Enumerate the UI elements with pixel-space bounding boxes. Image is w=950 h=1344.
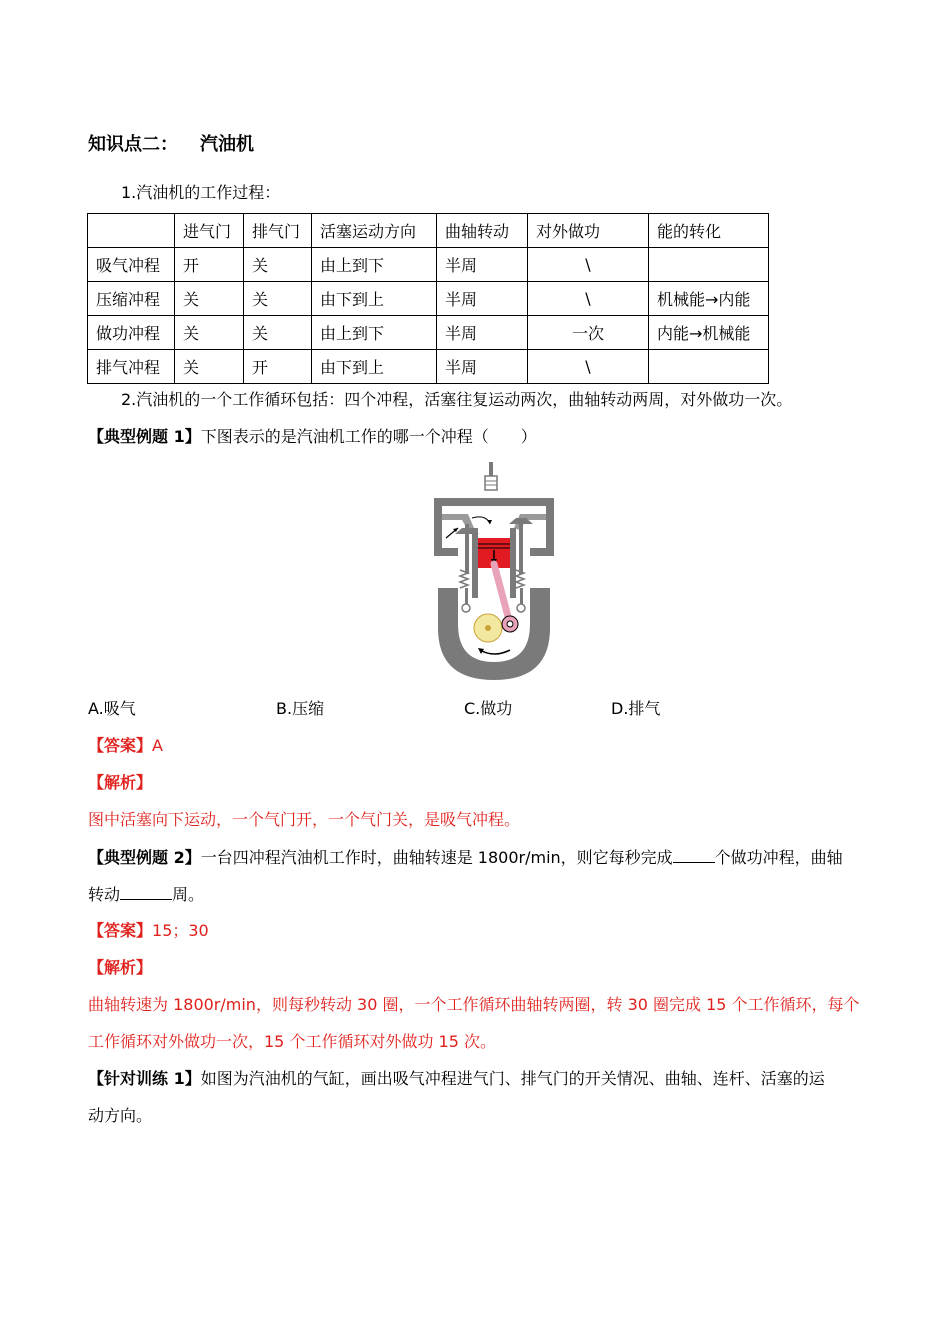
answer-value: A (152, 736, 163, 755)
training1-line2: 动方向。 (88, 1106, 153, 1125)
section-label: 知识点二： (88, 134, 178, 155)
table-cell: 做功冲程 (88, 316, 175, 350)
table-cell (649, 350, 769, 384)
table-header-cell: 进气门 (175, 214, 244, 248)
table-cell: 开 (175, 248, 244, 282)
table-cell: 开 (244, 350, 312, 384)
example2-question-part4: 周。 (172, 885, 205, 904)
training1-line1 (88, 1068, 825, 1090)
example1-question (88, 426, 537, 448)
table-cell: 由下到上 (312, 350, 437, 384)
example2-question-line1 (88, 846, 843, 869)
section-subject: 汽油机 (200, 134, 254, 155)
table-row (88, 316, 769, 350)
table-header-row (88, 214, 769, 248)
example2-analysis-tag: 【解析】 (88, 958, 153, 977)
table-cell: 压缩冲程 (88, 282, 175, 316)
example2-analysis-line1: 曲轴转速为 1800r/min，则每秒转动 30 圈，一个工作循环曲轴转两圈，转 30 圈完成 15 个工作循环，每个 (88, 995, 860, 1014)
table-cell: 关 (175, 316, 244, 350)
cycle-note: 2.汽油机的一个工作循环包括：四个冲程，活塞往复运动两次，曲轴转动两周，对外做功一次。 (121, 390, 793, 409)
table-header-cell: 对外做功 (528, 214, 649, 248)
table-cell: 一次 (528, 316, 649, 350)
table-row (88, 248, 769, 282)
option-a: A.吸气 (88, 699, 136, 718)
example2-question-part2: 个做功冲程，曲轴 (714, 848, 843, 867)
example2-question-part1: 一台四冲程汽油机工作时，曲轴转速是 1800r/min，则它每秒完成 (200, 848, 673, 867)
table-cell: 由下到上 (312, 282, 437, 316)
table-cell: 关 (175, 282, 244, 316)
table-cell: 关 (175, 350, 244, 384)
table-row (88, 282, 769, 316)
table-cell: 半周 (437, 282, 528, 316)
example1-question-text: 下图表示的是汽油机工作的哪一个冲程（ ） (200, 427, 537, 446)
spark-plug-wire (489, 462, 493, 476)
table-cell: \ (528, 282, 649, 316)
section-title (88, 130, 254, 156)
answer-blank-2[interactable] (120, 883, 172, 900)
intake-spring (460, 570, 468, 588)
table-cell: 关 (244, 282, 312, 316)
table-cell: 内能→机械能 (649, 316, 769, 350)
answer-tag: 【答案】 (88, 736, 153, 755)
table-cell: 关 (244, 248, 312, 282)
example2-question-part3: 转动 (88, 885, 121, 904)
table-cell: 关 (244, 316, 312, 350)
exhaust-valve-stem (519, 524, 523, 574)
example2-analysis-line2: 工作循环对外做功一次，15 个工作循环对外做功 15 次。 (88, 1032, 496, 1051)
table-cell (649, 248, 769, 282)
table-cell: 吸气冲程 (88, 248, 175, 282)
table-cell: \ (528, 350, 649, 384)
table-header-cell: 活塞运动方向 (312, 214, 437, 248)
example1-analysis: 图中活塞向下运动，一个气门开，一个气门关，是吸气冲程。 (88, 810, 521, 829)
option-c: C.做功 (464, 699, 513, 718)
table-header-cell: 曲轴转动 (437, 214, 528, 248)
table-cell: 由上到下 (312, 316, 437, 350)
engine-cylinder-illustration (428, 458, 560, 684)
table-header-cell (88, 214, 175, 248)
table-cell: 排气冲程 (88, 350, 175, 384)
connecting-rod (494, 564, 510, 624)
process-table (87, 213, 769, 384)
option-d: D.排气 (611, 699, 661, 718)
table-cell: 由上到下 (312, 248, 437, 282)
training1-text: 如图为汽油机的气缸，画出吸气冲程进气门、排气门的开关情况、曲轴、连杆、活塞的运 (200, 1069, 825, 1088)
table-cell: 机械能→内能 (649, 282, 769, 316)
example1-answer (88, 735, 163, 757)
answer-tag: 【答案】 (88, 921, 153, 940)
process-heading: 1.汽油机的工作过程： (121, 183, 281, 202)
table-header-cell: 能的转化 (649, 214, 769, 248)
spark-plug (485, 476, 497, 490)
table-cell: 半周 (437, 316, 528, 350)
training1-tag: 【针对训练 1】 (88, 1069, 201, 1088)
answer-value: 15；30 (152, 921, 209, 940)
example2-tag: 【典型例题 2】 (88, 848, 201, 867)
table-row (88, 350, 769, 384)
example1-analysis-tag: 【解析】 (88, 773, 153, 792)
table-header-cell: 排气门 (244, 214, 312, 248)
table-cell: 半周 (437, 350, 528, 384)
example1-tag: 【典型例题 1】 (88, 427, 201, 446)
example2-answer (88, 920, 209, 942)
table-cell: \ (528, 248, 649, 282)
option-b: B.压缩 (276, 699, 325, 718)
answer-blank-1[interactable] (673, 846, 715, 863)
example2-question-line2 (88, 883, 204, 906)
table-cell: 半周 (437, 248, 528, 282)
